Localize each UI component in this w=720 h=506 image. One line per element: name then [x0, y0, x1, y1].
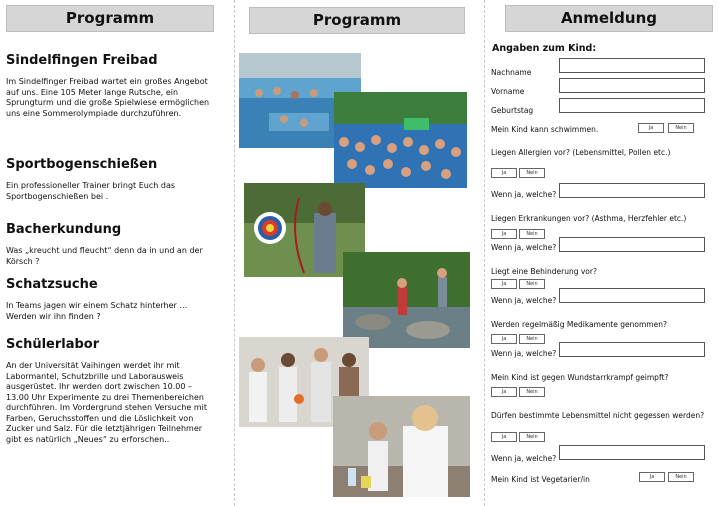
lebensmittel-ja-checkbox[interactable]: Ja — [491, 432, 517, 442]
erkrankungen-welche-field[interactable] — [559, 237, 705, 252]
lebensmittel-welche-field[interactable] — [559, 445, 705, 460]
behinderung-welche-field[interactable] — [559, 288, 705, 303]
schwimmen-nein-checkbox[interactable]: Nein — [668, 123, 694, 133]
section-text-schatzsuche: In Teams jagen wir einem Schatz hinterher … Werden wir ihn finden ? — [6, 301, 188, 321]
allergien-welche-field[interactable] — [559, 183, 705, 198]
erkrankungen-nein-checkbox[interactable]: Nein — [519, 229, 545, 239]
label-welche-erkrankungen: Wenn ja, welche? — [491, 243, 557, 252]
label-behinderung: Liegt eine Behinderung vor? — [491, 267, 597, 276]
photo-bacherkundung — [343, 252, 470, 348]
section-title-bogenschiessen: Sportbogenschießen — [6, 157, 158, 172]
section-title-schatzsuche: Schatzsuche — [6, 277, 98, 292]
photo-freibad-crowd — [334, 92, 467, 188]
label-lebensmittel: Dürfen bestimmte Lebensmittel nicht gegessen werden? — [491, 411, 705, 420]
form-title: Angaben zum Kind: — [492, 43, 597, 54]
fold-line-2 — [484, 0, 485, 506]
banner-programm-middle: Programm — [249, 7, 465, 34]
label-medikamente: Werden regelmäßig Medikamente genommen? — [491, 320, 667, 329]
section-text-bacherkundung: Was „kreucht und fleucht“ denn da in und an der Körsch ? — [6, 246, 203, 266]
vegetarier-ja-checkbox[interactable]: Ja — [639, 472, 665, 482]
behinderung-ja-checkbox[interactable]: Ja — [491, 279, 517, 289]
label-welche-allergien: Wenn ja, welche? — [491, 190, 557, 199]
label-geburtstag: Geburtstag — [491, 106, 534, 115]
lebensmittel-nein-checkbox[interactable]: Nein — [519, 432, 545, 442]
schwimmen-ja-checkbox[interactable]: Ja — [638, 123, 664, 133]
erkrankungen-ja-checkbox[interactable]: Ja — [491, 229, 517, 239]
medikamente-ja-checkbox[interactable]: Ja — [491, 334, 517, 344]
label-vegetarier: Mein Kind ist Vegetarier/in — [491, 475, 590, 484]
wundstarrkrampf-ja-checkbox[interactable]: Ja — [491, 387, 517, 397]
section-title-freibad: Sindelfingen Freibad — [6, 53, 158, 68]
label-vorname: Vorname — [491, 87, 525, 96]
geburtstag-field[interactable] — [559, 98, 705, 113]
section-title-bacherkundung: Bacherkundung — [6, 222, 122, 237]
label-welche-lebensmittel: Wenn ja, welche? — [491, 454, 557, 463]
label-schwimmen: Mein Kind kann schwimmen. — [491, 125, 599, 134]
label-welche-medikamente: Wenn ja, welche? — [491, 349, 557, 358]
program-column-left — [0, 0, 234, 506]
section-text-bogenschiessen: Ein professioneller Trainer bringt Euch das Sportbogenschießen bei . — [6, 181, 176, 201]
banner-anmeldung: Anmeldung — [505, 5, 713, 32]
label-nachname: Nachname — [491, 68, 532, 77]
program-column-photos — [236, 0, 481, 506]
label-erkrankungen: Liegen Erkrankungen vor? (Asthma, Herzfehler etc.) — [491, 214, 687, 223]
registration-column — [486, 0, 720, 506]
medikamente-welche-field[interactable] — [559, 342, 705, 357]
medikamente-nein-checkbox[interactable]: Nein — [519, 334, 545, 344]
section-title-schuelerlabor: Schülerlabor — [6, 337, 100, 352]
label-welche-behinderung: Wenn ja, welche? — [491, 296, 557, 305]
vorname-field[interactable] — [559, 78, 705, 93]
fold-line-1 — [234, 0, 235, 506]
label-allergien: Liegen Allergien vor? (Lebensmittel, Pollen etc.) — [491, 148, 671, 157]
wundstarrkrampf-nein-checkbox[interactable]: Nein — [519, 387, 545, 397]
behinderung-nein-checkbox[interactable]: Nein — [519, 279, 545, 289]
allergien-nein-checkbox[interactable]: Nein — [519, 168, 545, 178]
photo-schuelerlabor-experiment — [333, 396, 470, 497]
label-wundstarrkrampf: Mein Kind ist gegen Wundstarrkrampf geimpft? — [491, 373, 669, 382]
section-text-freibad: Im Sindelfinger Freibad wartet ein großes Angebot auf uns. Eine 105 Meter lange Rutsche, ein Sprungturm und die große Spielwiese ermöglichen uns eine Sommerolympiade durchzuführen. — [6, 77, 210, 118]
allergien-ja-checkbox[interactable]: Ja — [491, 168, 517, 178]
nachname-field[interactable] — [559, 58, 705, 73]
vegetarier-nein-checkbox[interactable]: Nein — [668, 472, 694, 482]
section-text-schuelerlabor: An der Universität Vaihingen werdet ihr mit Labormantel, Schutzbrille und Laborausweis ausgerüstet. Ihr werden dort zwischen 10.00 – 13.00 Uhr Experimente zu drei Themenbereichen durchführen. Im Vordergrund stehen Versuche mit Farben, Geruchsstoffen und die Löslichkeit von Zucker und Salz. Für die letztjährigen Teilnehmer gibt es natürlich „Neues“ zu erforschen.. — [6, 361, 207, 444]
banner-programm-left: Programm — [6, 5, 214, 32]
